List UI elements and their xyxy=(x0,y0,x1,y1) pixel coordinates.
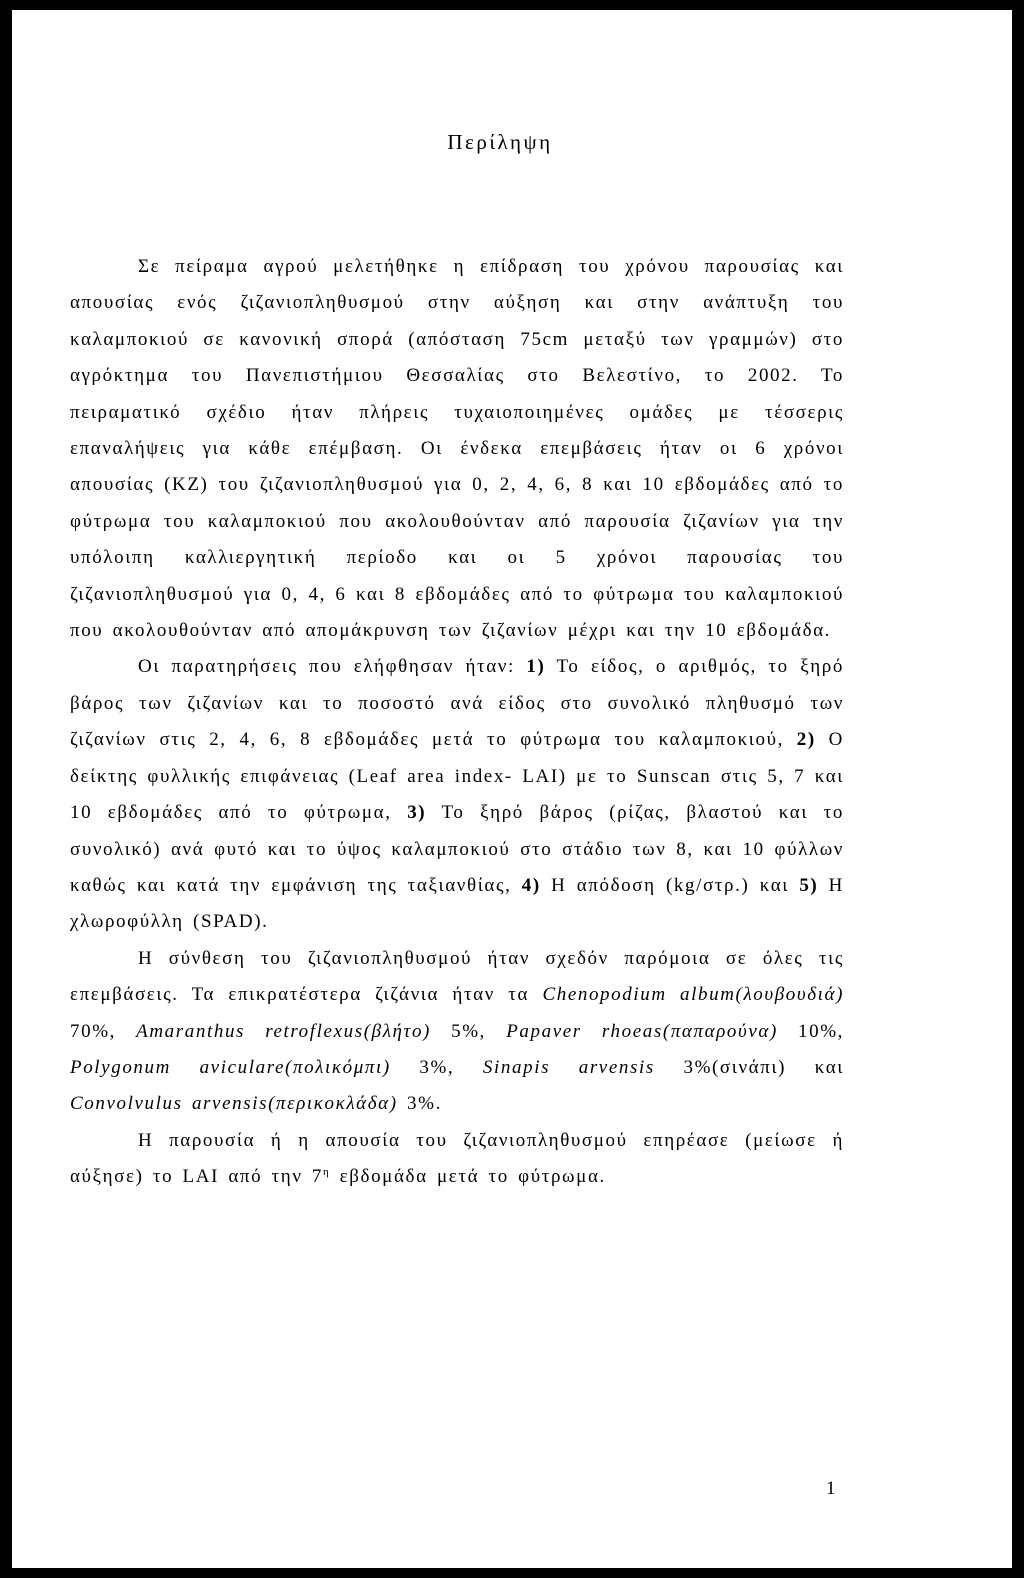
text-run: 3%, xyxy=(390,1056,483,1078)
text-run: Η παρουσία ή η απουσία του ζιζανιοπληθυσμού επηρέασε (μείωσε ή αύξησε) το LAI από την 7 xyxy=(70,1129,844,1188)
species-name: Amaranthus retroflexus(βλήτο) xyxy=(136,1020,431,1042)
text-run: 5%, xyxy=(430,1020,507,1042)
list-marker: 1) xyxy=(526,656,546,678)
species-name: Convolvulus arvensis(περικοκλάδα) xyxy=(70,1093,398,1115)
text-run: Οι παρατηρήσεις που ελήφθησαν ήταν: xyxy=(138,656,527,678)
text-run: Το ξηρό βάρος (ρίζας, βλαστού και το συνολικό) ανά φυτό και το ύψος καλαμποκιού στο στάδιο των 8, και 10 φύλλων καθώς και κατά την εμφάνιση της ταξιανθίας, xyxy=(70,802,844,896)
paragraph-experiment-description xyxy=(70,249,844,649)
text-run: Η χλωροφύλλη (SPAD). xyxy=(70,874,845,933)
list-marker: 5) xyxy=(799,874,819,896)
species-name: Sinapis arvensis xyxy=(482,1056,655,1078)
species-name: Polygonum aviculare(πολικόμπι) xyxy=(70,1056,391,1078)
list-marker: 2) xyxy=(796,729,816,751)
text-run: Η απόδοση (kg/στρ.) και xyxy=(540,874,800,896)
list-marker: 4) xyxy=(521,874,541,896)
text-run: Σε πείραμα αγρού μελετήθηκε η επίδραση του χρόνου παρουσίας και απουσίας ενός ζιζανιοπληθυσμού στην αύξηση και στην ανάπτυξη του καλαμποκιού σε κανονική σπορά (απόσταση 75cm μεταξύ των γραμμών) στο αγρόκτημα του Πανεπιστήμιου Θεσσαλίας στο Βελεστίνο, το 2002. Το πειραματικό σχέδιο ήταν πλήρεις τυχαιοποιημένες ομάδες με τέσσερις επαναλήψεις για κάθε επέμβαση. Οι ένδεκα επεμβάσεις ήταν οι 6 χρόνοι απουσίας (ΚΖ) του ζιζανιοπληθυσμού για 0, 2, 4, 6, 8 και 10 εβδομάδες από το φύτρωμα του καλαμποκιού που ακολουθούνταν από παρουσία ζιζανίων για την υπόλοιπη καλλιεργητική περίοδο και οι 5 χρόνοι παρουσίας του ζιζανιοπληθυσμού για 0, 4, 6 και 8 εβδομάδες από το φύτρωμα του καλαμποκιού που ακολουθούνταν από απομάκρυνση των ζιζανίων μέχρι και την 10 εβδομάδα. xyxy=(70,256,844,642)
species-name: Chenopodium album(λουβουδιά) xyxy=(542,984,845,1006)
superscript-ordinal: η xyxy=(322,1166,331,1179)
text-run: Ο δείκτης φυλλικής επιφάνειας (Leaf area index- LAI) με το Sunscan στις 5, 7 και 10 εβδομάδες από το φύτρωμα, xyxy=(70,729,845,824)
paragraph-observations xyxy=(70,649,844,940)
text-run: 3%. xyxy=(397,1093,442,1115)
abstract-body xyxy=(70,249,844,1196)
species-name: Papaver rhoeas(παπαρούνα) xyxy=(506,1020,778,1042)
list-marker: 3) xyxy=(407,802,427,824)
text-run: 70%, xyxy=(70,1020,137,1042)
text-run: εβδομάδα μετά το φύτρωμα. xyxy=(330,1166,606,1188)
paragraph-weed-composition xyxy=(70,941,844,1123)
page-number: 1 xyxy=(826,1478,836,1499)
text-run: Η σύνθεση του ζιζανιοπληθυσμού ήταν σχεδόν παρόμοια σε όλες τις επεμβάσεις. Τα επικρατέστερα ζιζάνια ήταν τα xyxy=(70,947,844,1006)
text-run: Το είδος, ο αριθμός, το ξηρό βάρος των ζιζανίων και το ποσοστό ανά είδος στο συνολικό πληθυσμό των ζιζανίων στις 2, 4, 6, 8 εβδομάδες μετά το φύτρωμα του καλαμποκιού, xyxy=(70,656,844,751)
text-run: 10%, xyxy=(777,1020,845,1042)
text-run: 3%(σινάπι) και xyxy=(654,1056,844,1078)
paragraph-lai-effect xyxy=(70,1123,844,1196)
page-title: Περίληψη xyxy=(447,130,553,154)
